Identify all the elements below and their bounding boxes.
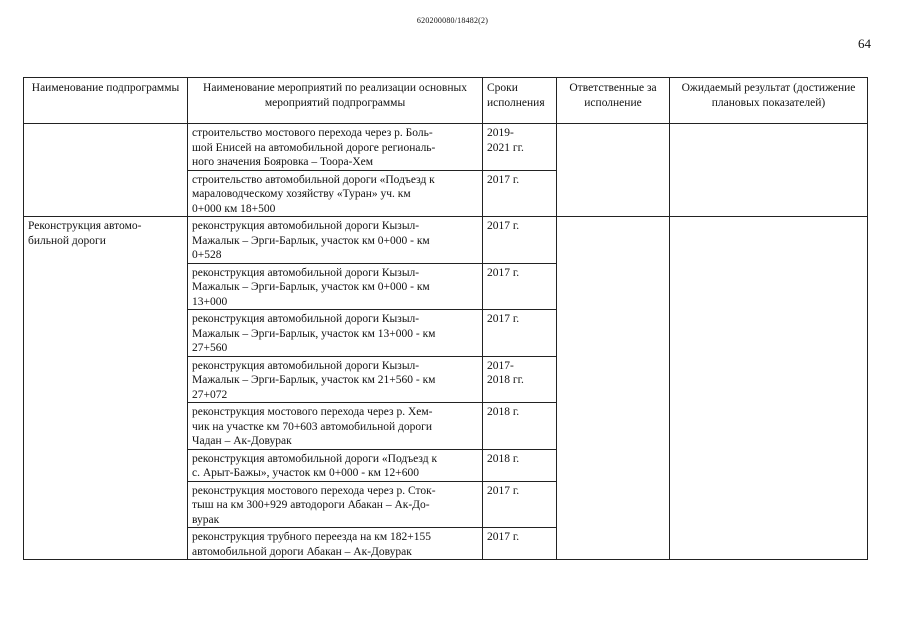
measure-cell: реконструкция автомобильной дороги Кызыл- Мажалык – Эрги-Барлык, участок км 0+000 - км 0+528 — [188, 217, 483, 264]
table-row — [24, 124, 868, 171]
subprogram-cell: Реконструкция автомо- бильной дороги — [24, 217, 188, 560]
period-cell: 2017 г. — [483, 217, 557, 264]
period-cell: 2017- 2018 гг. — [483, 356, 557, 403]
subprogram-cell-continued — [24, 124, 188, 217]
measure-cell: реконструкция мостового перехода через р. Хем- чик на участке км 70+603 автомобильной дороги Чадан – Ак-Довурак — [188, 403, 483, 450]
document-id: 620200080/18482(2) — [416, 16, 489, 25]
responsible-cell — [557, 217, 670, 560]
header-measures: Наименование мероприятий по реализации основных мероприятий подпрограммы — [188, 78, 483, 124]
period-cell: 2017 г. — [483, 263, 557, 310]
measure-cell: реконструкция автомобильной дороги «Подъезд к с. Арыт-Бажы», участок км 0+000 - км 12+600 — [188, 449, 483, 481]
period-cell: 2017 г. — [483, 310, 557, 357]
header-period: Сроки исполнения — [483, 78, 557, 124]
measure-cell: реконструкция автомобильной дороги Кызыл- Мажалык – Эрги-Барлык, участок км 13+000 - км 27+560 — [188, 310, 483, 357]
header-result: Ожидаемый результат (достижение плановых показателей) — [670, 78, 868, 124]
subprogram-table — [23, 77, 868, 560]
period-cell: 2018 г. — [483, 403, 557, 450]
responsible-cell — [557, 124, 670, 217]
page-number: 64 — [858, 36, 871, 51]
header-responsible: Ответственные за исполнение — [557, 78, 670, 124]
result-cell — [670, 217, 868, 560]
result-cell — [670, 124, 868, 217]
period-cell: 2017 г. — [483, 528, 557, 560]
measure-cell: реконструкция автомобильной дороги Кызыл- Мажалык – Эрги-Барлык, участок км 21+560 - км 27+072 — [188, 356, 483, 403]
header-subprogram: Наименование подпрограммы — [24, 78, 188, 124]
period-cell: 2018 г. — [483, 449, 557, 481]
measure-cell: строительство мостового перехода через р. Боль- шой Енисей на автомобильной дороге региональ- ного значения Бояровка – Тоора-Хем — [188, 124, 483, 171]
period-cell: 2017 г. — [483, 170, 557, 217]
period-cell: 2019- 2021 гг. — [483, 124, 557, 171]
measure-cell: реконструкция автомобильной дороги Кызыл- Мажалык – Эрги-Барлык, участок км 0+000 - км 13+000 — [188, 263, 483, 310]
table-header-row — [24, 78, 868, 124]
measure-cell: строительство автомобильной дороги «Подъезд к мараловодческому хозяйству «Туран» уч. км 0+000 км 18+500 — [188, 170, 483, 217]
measure-cell: реконструкция мостового перехода через р. Сток- тыш на км 300+929 автодороги Абакан – Ак-До- вурак — [188, 481, 483, 528]
table-row — [24, 217, 868, 264]
measure-cell: реконструкция трубного переезда на км 182+155 автомобильной дороги Абакан – Ак-Довурак — [188, 528, 483, 560]
period-cell: 2017 г. — [483, 481, 557, 528]
